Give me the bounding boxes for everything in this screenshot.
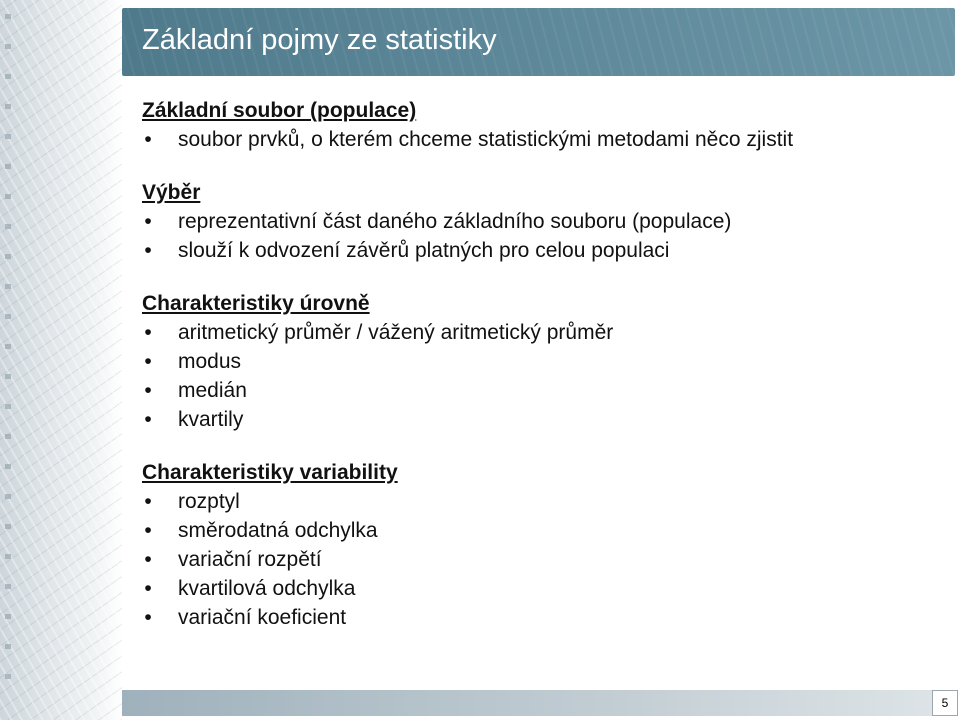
list-item — [142, 236, 932, 265]
page-number: 5 — [932, 690, 958, 716]
list-item — [142, 347, 932, 376]
section-heading: Charakteristiky úrovně — [142, 292, 370, 315]
bullet-icon: • — [144, 577, 152, 600]
list-item-text: kvartily — [178, 408, 244, 431]
slide-content — [142, 96, 932, 656]
footer-bar — [122, 690, 958, 716]
list-item-text: slouží k odvození závěrů platných pro celou populaci — [178, 239, 670, 262]
list-item-text: variační koeficient — [178, 606, 347, 629]
bullet-icon: • — [144, 548, 152, 571]
section-sample — [142, 178, 932, 265]
bullet-icon: • — [144, 379, 152, 402]
list-item-text: kvartilová odchylka — [178, 577, 356, 600]
section-heading: Základní soubor (populace) — [142, 99, 417, 122]
list-item — [142, 545, 932, 574]
list-item-text: variační rozpětí — [178, 548, 322, 571]
list-item — [142, 405, 932, 434]
bullet-icon: • — [144, 128, 152, 151]
bullet-icon: • — [144, 239, 152, 262]
bullet-icon: • — [144, 519, 152, 542]
section-level-characteristics — [142, 289, 932, 434]
bullet-icon: • — [144, 321, 152, 344]
list-item — [142, 125, 932, 154]
decorative-dots — [5, 14, 11, 704]
bullet-icon: • — [144, 606, 152, 629]
bullet-icon: • — [144, 490, 152, 513]
list-item — [142, 516, 932, 545]
section-population — [142, 96, 932, 154]
bullet-icon: • — [144, 210, 152, 233]
list-item — [142, 487, 932, 516]
list-item-text: aritmetický průměr / vážený aritmetický průměr — [178, 321, 614, 344]
section-heading: Charakteristiky variability — [142, 461, 398, 484]
title-bar — [122, 8, 955, 76]
bullet-icon: • — [144, 350, 152, 373]
list-item-text: medián — [178, 379, 247, 402]
section-heading: Výběr — [142, 181, 201, 204]
list-item — [142, 574, 932, 603]
list-item-text: soubor prvků, o kterém chceme statistickými metodami něco zjistit — [178, 128, 794, 151]
list-item-text: reprezentativní část daného základního souboru (populace) — [178, 210, 732, 233]
list-item — [142, 207, 932, 236]
decorative-left-background — [0, 0, 122, 720]
list-item-text: rozptyl — [178, 490, 240, 513]
list-item-text: modus — [178, 350, 242, 373]
list-item — [142, 376, 932, 405]
section-variability-characteristics — [142, 458, 932, 632]
list-item — [142, 603, 932, 632]
list-item — [142, 318, 932, 347]
bullet-icon: • — [144, 408, 152, 431]
slide-title: Základní pojmy ze statistiky — [142, 24, 497, 56]
list-item-text: směrodatná odchylka — [178, 519, 378, 542]
